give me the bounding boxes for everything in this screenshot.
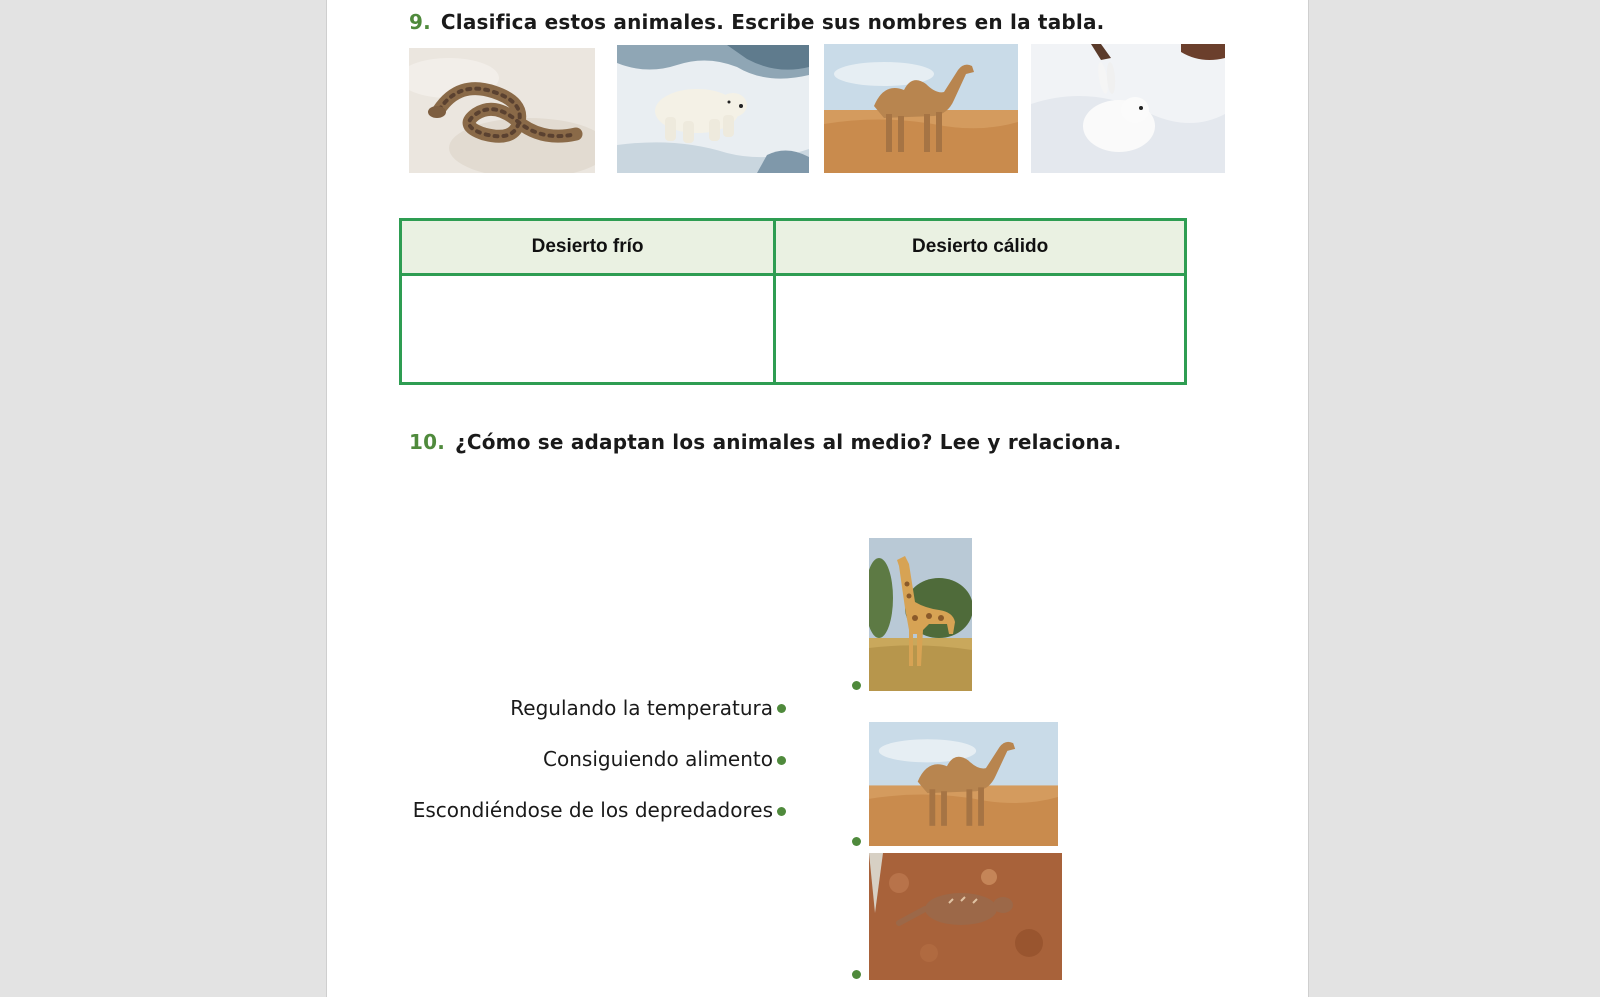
classification-table xyxy=(399,218,1187,385)
camel-photo xyxy=(824,44,1018,173)
question-10-text: ¿Cómo se adaptan los animales al medio? Lee y relaciona. xyxy=(455,430,1122,454)
worksheet-page xyxy=(326,0,1309,997)
match-dot-lizard[interactable] xyxy=(852,970,861,979)
match-dot-food[interactable] xyxy=(777,756,786,765)
question-9-text: Clasifica estos animales. Escribe sus nombres en la tabla. xyxy=(440,10,1105,34)
answer-cell-cold-desert[interactable] xyxy=(401,275,775,384)
match-item-predators: Escondiéndose de los depredadores xyxy=(412,798,773,822)
header-cold-desert: Desierto frío xyxy=(401,220,775,275)
match-item-food: Consiguiendo alimento xyxy=(543,747,773,771)
answer-cell-hot-desert[interactable] xyxy=(775,275,1186,384)
match-dot-camel[interactable] xyxy=(852,837,861,846)
question-9-title xyxy=(409,10,1104,34)
question-10-number: 10. xyxy=(409,430,446,454)
match-dot-temperature[interactable] xyxy=(777,704,786,713)
match-dot-giraffe[interactable] xyxy=(852,681,861,690)
horned-lizard-photo xyxy=(869,853,1062,980)
white-hare-photo xyxy=(1031,44,1225,173)
rattlesnake-photo xyxy=(409,48,595,173)
camel-photo xyxy=(869,722,1058,846)
match-dot-predators[interactable] xyxy=(777,807,786,816)
question-10-title xyxy=(409,430,1121,454)
giraffe-photo xyxy=(869,538,972,691)
polar-bear-photo xyxy=(617,45,809,173)
header-hot-desert: Desierto cálido xyxy=(775,220,1186,275)
question-9-number: 9. xyxy=(409,10,431,34)
match-item-temperature: Regulando la temperatura xyxy=(510,696,773,720)
